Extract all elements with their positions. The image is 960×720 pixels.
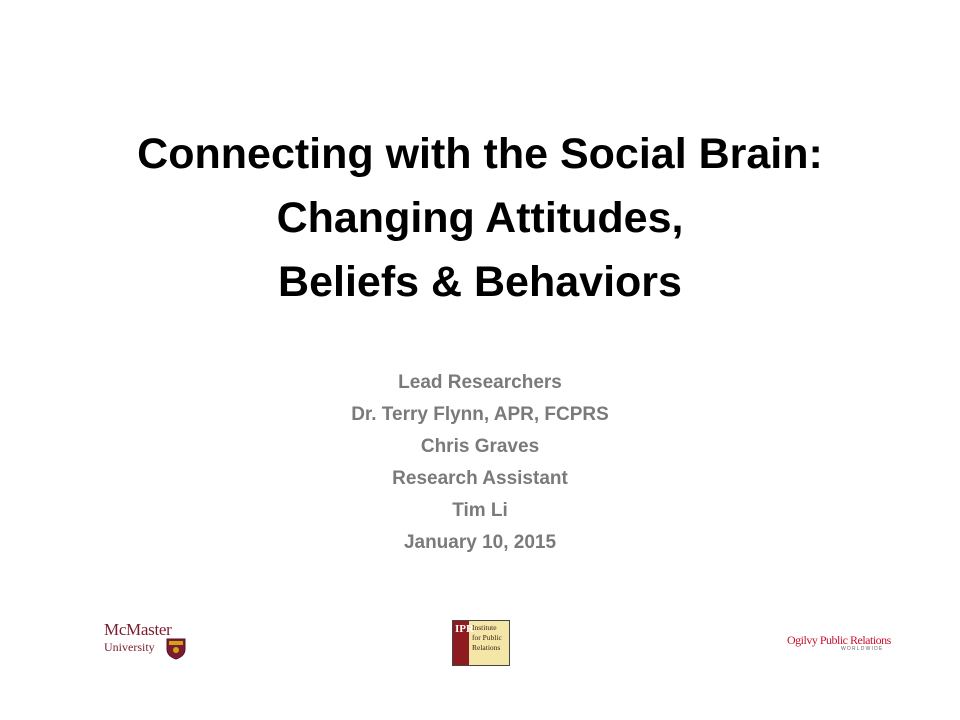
ogilvy-logo-name: Ogilvy Public Relations [787,633,891,647]
ipr-logo [452,620,510,666]
mcmaster-logo-sub: University [104,640,155,654]
subtitle-line-date: January 10, 2015 [403,532,557,553]
subtitle-line-flynn: Dr. Terry Flynn, APR, FCPRS [351,404,609,425]
title-line-2: Changing Attitudes, [276,194,684,242]
subtitle-line-graves: Chris Graves [420,436,540,457]
shield-icon [166,638,186,660]
ipr-logo-line-2: for Public [472,633,502,642]
subtitle-line-li: Tim Li [452,500,508,521]
title-line-1: Connecting with the Social Brain: [137,130,823,178]
subtitle-line-lead-researchers: Lead Researchers [398,372,562,393]
ipr-logo-line-3: Relations [472,643,501,652]
ogilvy-logo [787,633,897,657]
slide-subtitle [180,367,780,559]
slide-title [40,122,920,314]
ipr-logo-mark [453,621,474,665]
title-line-3: Beliefs & Behaviors [278,258,682,306]
ipr-logo-text [472,623,508,653]
mcmaster-logo [104,621,190,661]
ipr-logo-line-1: Institute [472,623,497,632]
subtitle-line-research-assistant: Research Assistant [392,468,568,489]
mcmaster-logo-name: McMaster [104,620,172,639]
ipr-logo-letters: IPR [455,623,474,635]
ogilvy-logo-sub: WORLDWIDE [841,646,884,652]
